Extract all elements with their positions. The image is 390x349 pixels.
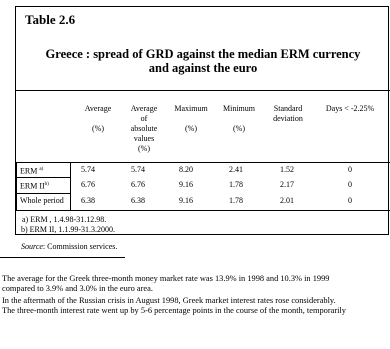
- body-text-line3: In the aftermath of the Russian crisis in August 1998, Greek market interest rates rose considerably.: [2, 296, 336, 305]
- header-top-rule: [16, 90, 390, 91]
- cell-erm-average: 5.74: [81, 165, 95, 174]
- row-label-erm: ERM $^{a)}$: [20, 166, 44, 176]
- cell-erm-ii-days: 0: [348, 180, 352, 189]
- row-label-left-border: [16, 162, 17, 210]
- header-bottom-rule: [16, 162, 390, 163]
- footnote-separator: [0, 257, 125, 258]
- cell-erm-days: 0: [348, 165, 352, 174]
- note-b: b) ERM II, 1.1.99-31.3.2000.: [21, 225, 115, 234]
- cell-erm-ii-maximum: 9.16: [179, 180, 193, 189]
- cell-erm-abs-average: 5.74: [131, 165, 145, 174]
- table-title-line1: Greece : spread of GRD against the median ERM currency: [45, 47, 361, 61]
- body-text-line1: The average for the Greek three-month money market rate was 13.9% in 1998 and 10.3% in 1999: [2, 274, 330, 283]
- table-bottom-rule: [16, 210, 390, 211]
- cell-erm-std-dev: 1.52: [280, 165, 294, 174]
- cell-erm-maximum: 8.20: [179, 165, 193, 174]
- note-a: a) ERM , 1.4.98-31.12.98.: [22, 215, 107, 224]
- column-header-minimum: Minimum (%): [222, 104, 255, 133]
- column-header-maximum: Maximum (%): [174, 104, 208, 133]
- column-header-std-dev: Standard deviation: [273, 104, 303, 123]
- source-label: Source: [21, 242, 43, 251]
- column-header-average: Average (%): [84, 104, 112, 133]
- body-text-line2: compared to 3.9% and 3.0% in the euro area.: [2, 284, 153, 293]
- cell-erm-ii-minimum: 1.78: [229, 180, 243, 189]
- row-label-erm-ii: ERM II$^{b)}$: [20, 181, 49, 191]
- table-title-line2: and against the euro: [148, 61, 258, 75]
- cell-erm-minimum: 2.41: [229, 165, 243, 174]
- cell-whole-abs-average: 6.38: [131, 196, 145, 205]
- cell-whole-minimum: 1.78: [229, 196, 243, 205]
- row-label-right-border: [70, 162, 71, 210]
- cell-whole-maximum: 9.16: [179, 196, 193, 205]
- column-header-days: Days < -2.25%: [325, 104, 375, 113]
- column-header-average-absolute: Average of absolute values (%): [130, 104, 158, 153]
- cell-whole-std-dev: 2.01: [280, 196, 294, 205]
- row-label-whole-period: Whole period: [20, 196, 64, 205]
- cell-erm-ii-abs-average: 6.76: [131, 180, 145, 189]
- row-rule-2: [16, 193, 70, 194]
- cell-erm-ii-average: 6.76: [81, 180, 95, 189]
- body-text-line4: The three-month interest rate went up by 5-6 percentage points in the course of the month, temporarily: [2, 306, 346, 315]
- cell-whole-average: 6.38: [81, 196, 95, 205]
- table-label: Table 2.6: [25, 12, 76, 27]
- source-text: : Commission services.: [42, 242, 118, 251]
- row-rule-1: [16, 177, 70, 178]
- table-frame: [15, 6, 389, 235]
- table-title: [16, 47, 390, 75]
- cell-erm-ii-std-dev: 2.17: [280, 180, 294, 189]
- cell-whole-days: 0: [348, 196, 352, 205]
- source-note: [21, 242, 117, 252]
